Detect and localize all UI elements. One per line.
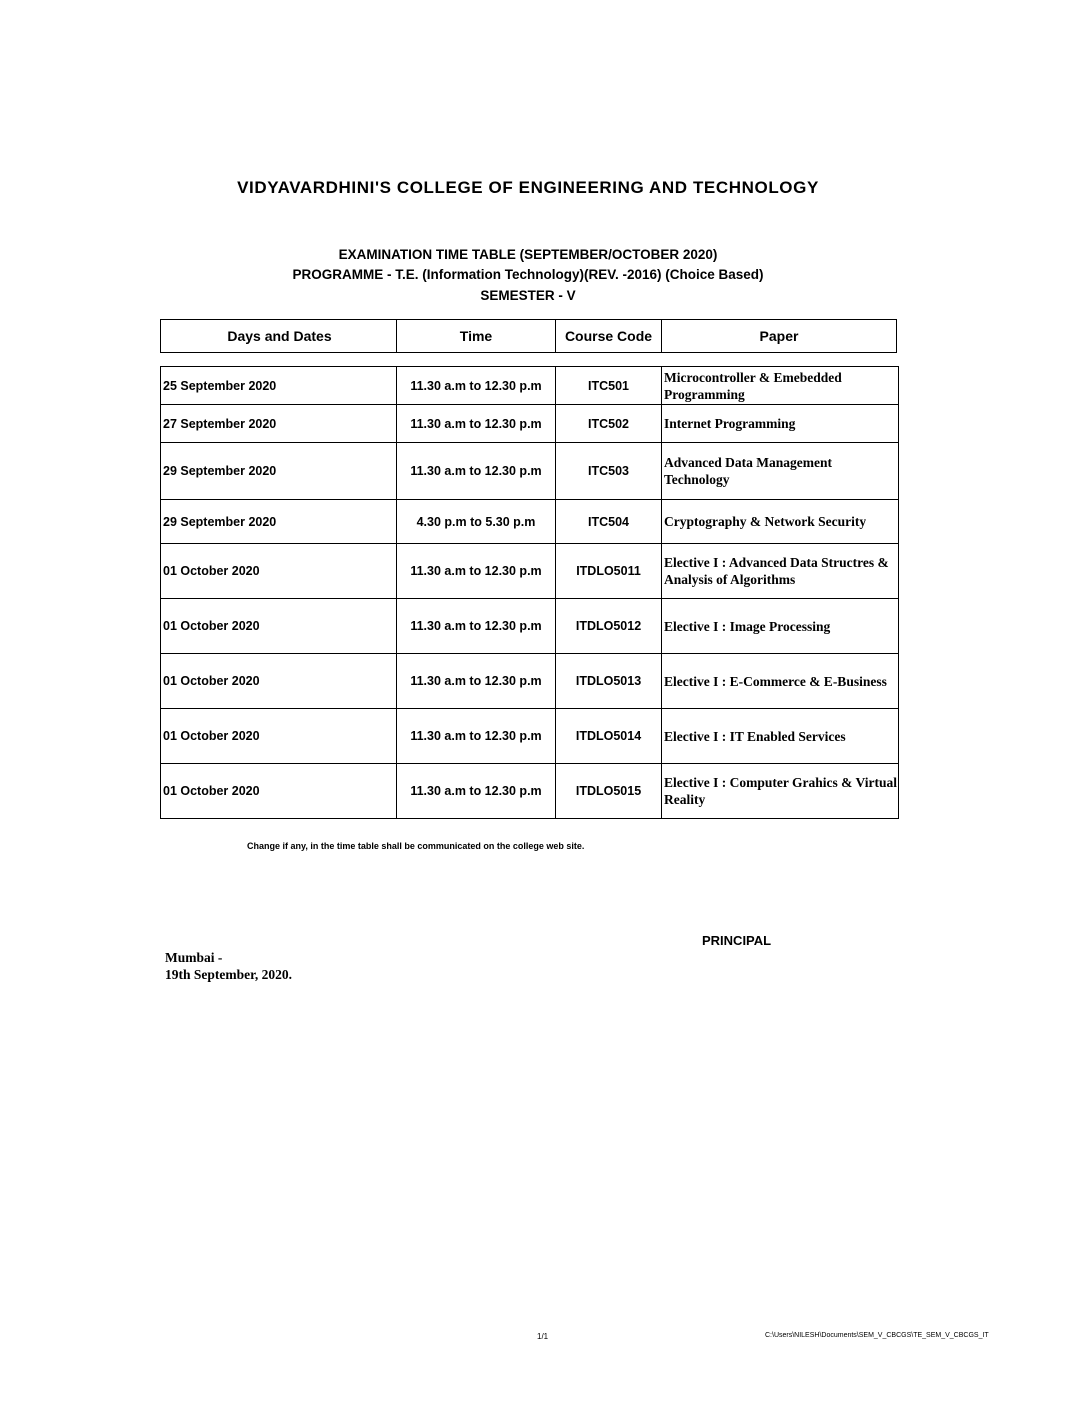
row-time: 11.30 a.m to 12.30 p.m [397,654,556,709]
table-row [161,367,899,405]
row-code: ITC504 [556,500,662,544]
change-note: Change if any, in the time table shall be communicated on the college web site. [247,841,585,851]
row-time: 11.30 a.m to 12.30 p.m [397,709,556,764]
row-date: 27 September 2020 [161,405,397,443]
timetable [160,366,899,819]
row-paper: Advanced Data Management Technology [662,443,899,500]
place-date-block [165,949,292,983]
row-date: 29 September 2020 [161,500,397,544]
row-time: 11.30 a.m to 12.30 p.m [397,544,556,599]
row-time: 11.30 a.m to 12.30 p.m [397,599,556,654]
signatory: PRINCIPAL [702,933,772,948]
header-days-dates: Days and Dates [161,320,397,353]
file-path: C:\Users\NILESH\Documents\SEM_V_CBCGS\TE_SEM_V_CBCGS_IT [765,1332,989,1339]
timetable-header [160,319,897,353]
row-time: 11.30 a.m to 12.30 p.m [397,405,556,443]
exam-heading: EXAMINATION TIME TABLE (SEPTEMBER/OCTOBER 2020) [338,247,718,262]
row-paper: Elective I : Image Processing [662,599,899,654]
row-code: ITDLO5014 [556,709,662,764]
row-paper: Elective I : Computer Grahics & Virtual Reality [662,764,899,819]
row-date: 01 October 2020 [161,709,397,764]
table-row [161,709,899,764]
row-time: 4.30 p.m to 5.30 p.m [397,500,556,544]
row-code: ITDLO5011 [556,544,662,599]
table-row [161,599,899,654]
table-row [161,764,899,819]
row-date: 01 October 2020 [161,764,397,819]
row-date: 01 October 2020 [161,654,397,709]
header-paper: Paper [662,320,897,353]
table-row [161,500,899,544]
row-time: 11.30 a.m to 12.30 p.m [397,367,556,405]
row-code: ITC502 [556,405,662,443]
header-time: Time [397,320,556,353]
row-code: ITDLO5013 [556,654,662,709]
row-paper: Elective I : Advanced Data Structres & Analysis of Algorithms [662,544,899,599]
issue-date: 19th September, 2020. [165,967,292,982]
programme-heading: PROGRAMME - T.E. (Information Technology)(REV. -2016) (Choice Based) [292,267,764,282]
semester-heading: SEMESTER - V [480,288,576,303]
row-paper: Elective I : E-Commerce & E-Business [662,654,899,709]
row-code: ITC501 [556,367,662,405]
page-number: 1/1 [537,1332,549,1341]
row-code: ITDLO5012 [556,599,662,654]
row-paper: Elective I : IT Enabled Services [662,709,899,764]
row-code: ITC503 [556,443,662,500]
row-date: 01 October 2020 [161,544,397,599]
header-course-code: Course Code [556,320,662,353]
row-paper: Cryptography & Network Security [662,500,899,544]
row-time: 11.30 a.m to 12.30 p.m [397,764,556,819]
row-date: 29 September 2020 [161,443,397,500]
row-code: ITDLO5015 [556,764,662,819]
row-date: 25 September 2020 [161,367,397,405]
college-name: VIDYAVARDHINI'S COLLEGE OF ENGINEERING AND TECHNOLOGY [237,178,819,197]
row-paper: Internet Programming [662,405,899,443]
row-paper: Microcontroller & Emebedded Programming [662,367,899,405]
table-row [161,405,899,443]
table-row [161,654,899,709]
row-time: 11.30 a.m to 12.30 p.m [397,443,556,500]
row-date: 01 October 2020 [161,599,397,654]
table-row [161,544,899,599]
table-row [161,443,899,500]
place: Mumbai - [165,950,223,965]
